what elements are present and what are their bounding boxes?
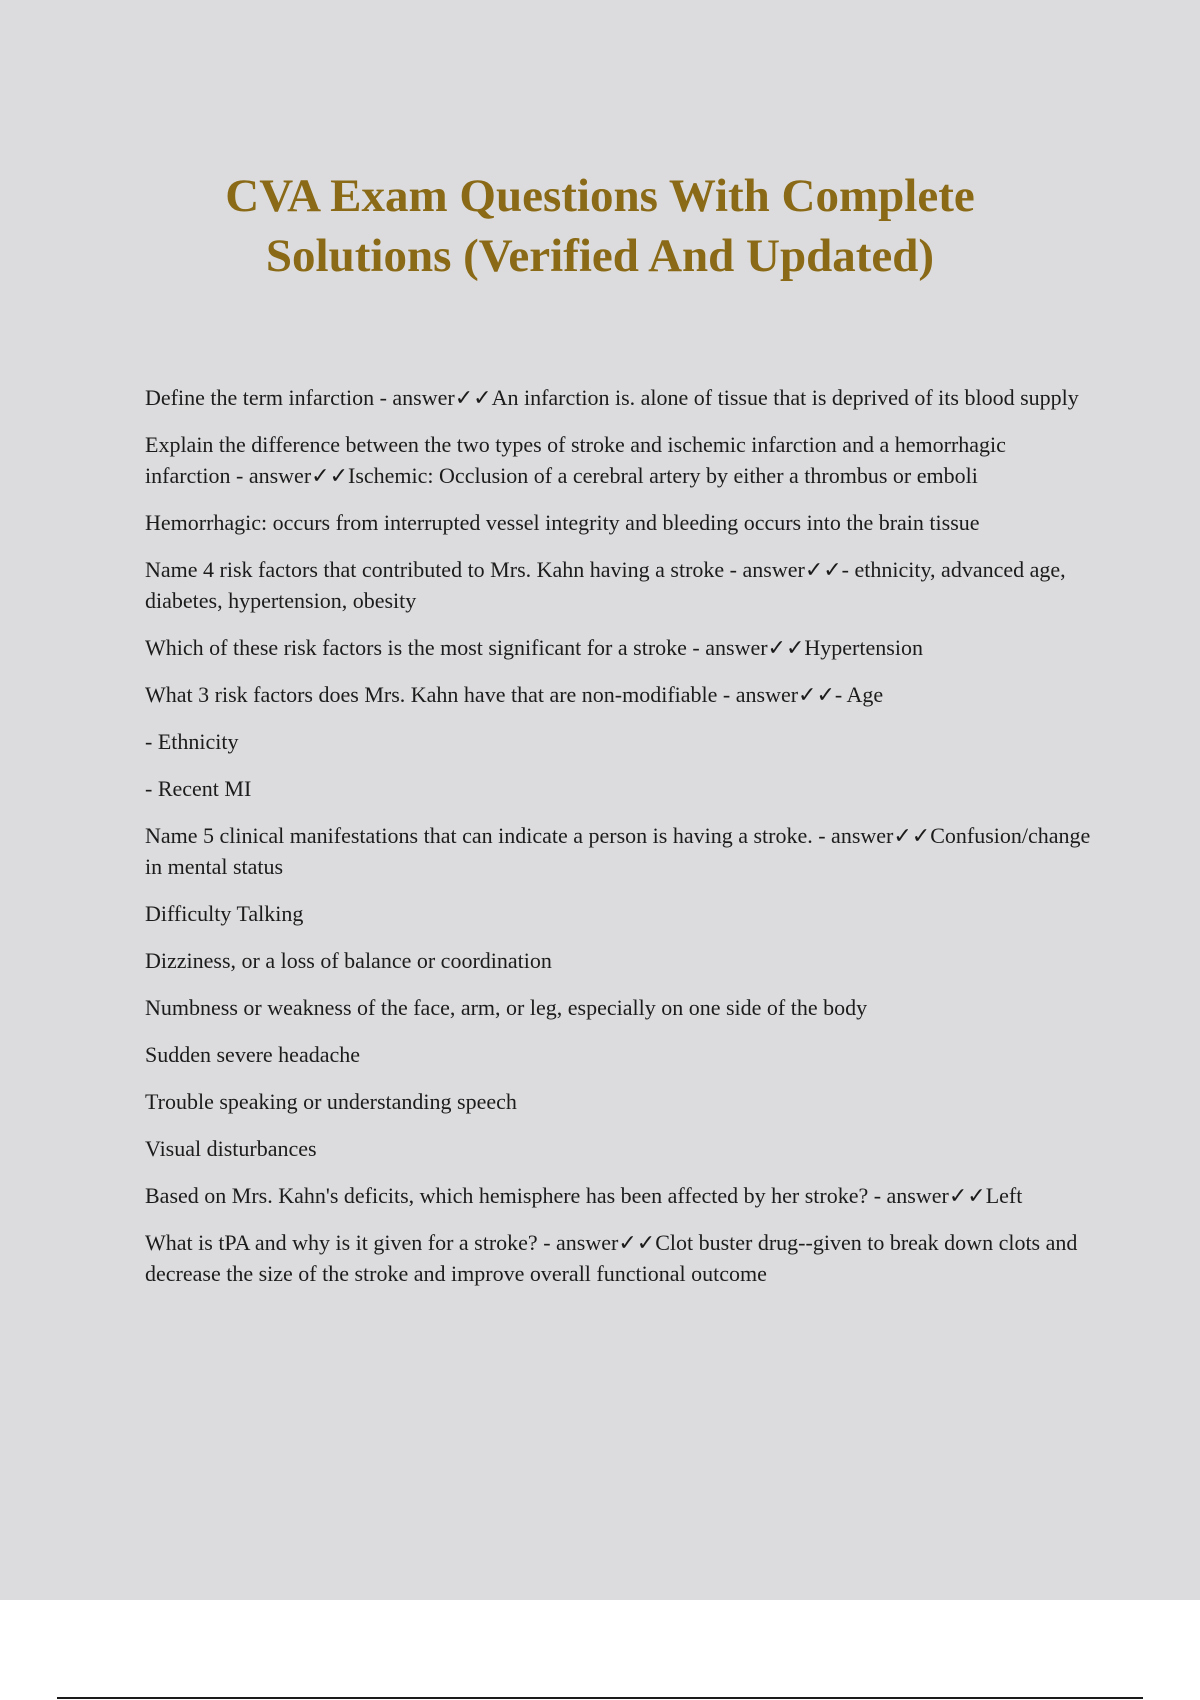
qa-paragraph: - Ethnicity [145, 729, 239, 754]
qa-paragraph: Trouble speaking or understanding speech [145, 1089, 517, 1114]
document-body [145, 382, 1095, 1305]
qa-paragraph: Which of these risk factors is the most significant for a stroke - answer✓✓Hypertension [145, 635, 923, 660]
qa-paragraph: What 3 risk factors does Mrs. Kahn have that are non-modifiable - answer✓✓- Age [145, 682, 884, 707]
qa-paragraph: Visual disturbances [145, 1136, 317, 1161]
qa-paragraph: What is tPA and why is it given for a stroke? - answer✓✓Clot buster drug--given to break down clots and decrease the size of the stroke and improve overall functional outcome [145, 1230, 1078, 1286]
qa-paragraph: Dizziness, or a loss of balance or coordination [145, 948, 552, 973]
qa-paragraph: Name 4 risk factors that contributed to Mrs. Kahn having a stroke - answer✓✓- ethnicity, advanced age, diabetes, hypertension, obesity [145, 557, 1066, 613]
document-title [100, 166, 1100, 286]
bottom-divider [57, 1697, 1143, 1699]
title-line-2: Solutions (Verified And Updated) [265, 230, 935, 282]
qa-paragraph: - Recent MI [145, 776, 252, 801]
qa-paragraph: Hemorrhagic: occurs from interrupted vessel integrity and bleeding occurs into the brain tissue [145, 510, 980, 535]
title-line-1: CVA Exam Questions With Complete [225, 170, 975, 222]
qa-paragraph: Explain the difference between the two types of stroke and ischemic infarction and a hemorrhagic infarction - answer✓✓Ischemic: Occlusion of a cerebral artery by either a thrombus or emboli [145, 432, 1006, 488]
qa-paragraph: Define the term infarction - answer✓✓An infarction is. alone of tissue that is deprived of its blood supply [145, 385, 1079, 410]
qa-paragraph: Numbness or weakness of the face, arm, or leg, especially on one side of the body [145, 995, 868, 1020]
qa-paragraph: Name 5 clinical manifestations that can indicate a person is having a stroke. - answer✓✓Confusion/change in mental status [145, 823, 1091, 879]
qa-paragraph: Based on Mrs. Kahn's deficits, which hemisphere has been affected by her stroke? - answer✓✓Left [145, 1183, 1023, 1208]
qa-paragraph: Sudden severe headache [145, 1042, 361, 1067]
qa-paragraph: Difficulty Talking [145, 901, 304, 926]
